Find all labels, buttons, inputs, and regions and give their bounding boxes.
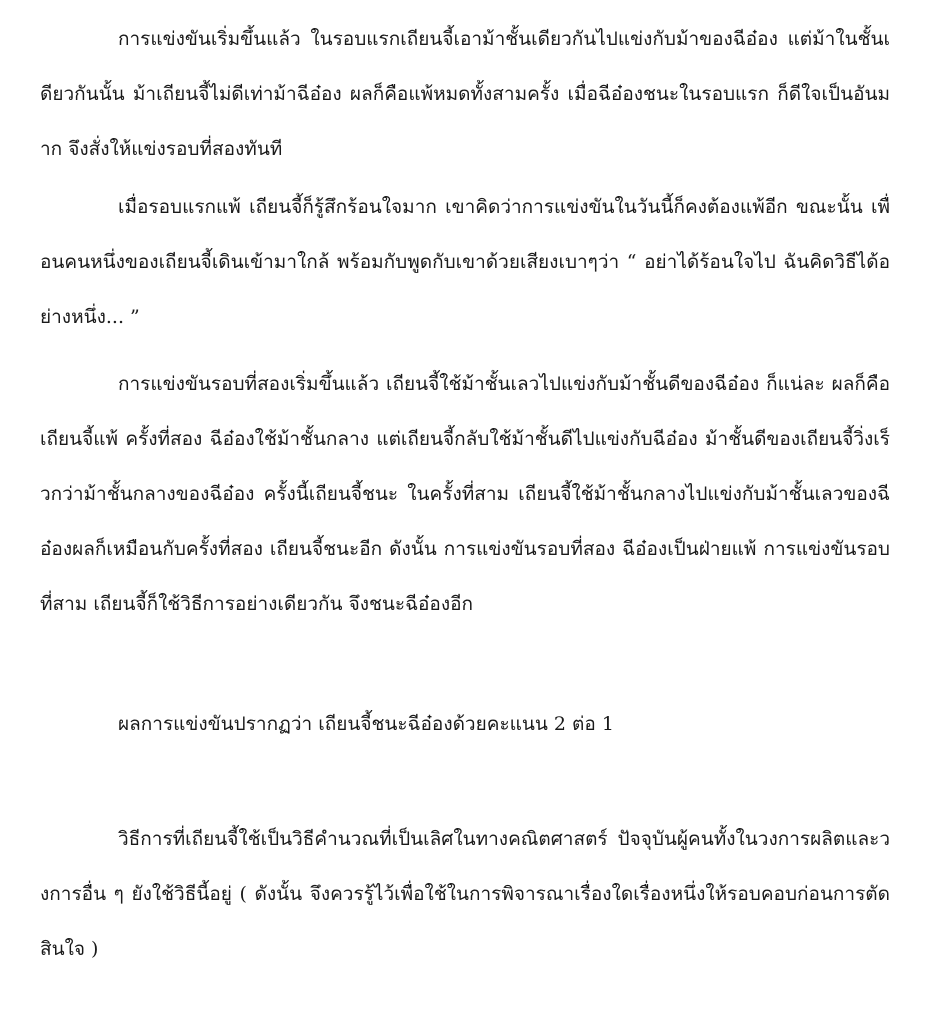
- paragraph-second-round: การแข่งขันรอบที่สองเริ่มขึ้นแล้ว เถียนจี้ใช้ม้าชั้นเลวไปแข่งกับม้าชั้นดีของฉีอ๋อง ก็แน่ละ ผลก็คือเถียนจี้แพ้ ครั้งที่สอง ฉีอ๋องใช้ม้าชั้นกลาง แต่เถียนจี้กลับใช้ม้าชั้นดีไปแข่งกับฉีอ๋อง ม้าชั้นดีของเถียนจี้วิ่งเร็วกว่าม้าชั้นกลางของฉีอ๋อง ครั้งนี้เถียนจี้ชนะ ในครั้งที่สาม เถียนจี้ใช้ม้าชั้นกลางไปแข่งกับม้าชั้นเลวของฉีอ๋องผลก็เหมือนกับครั้งที่สอง เถียนจี้ชนะอีก ดังนั้น การแข่งขันรอบที่สอง ฉีอ๋องเป็นฝ่ายแพ้ การแข่งขันรอบที่สาม เถียนจี้ก็ใช้วิธีการอย่างเดียวกัน จึงชนะฉีอ๋องอีก: [40, 373, 890, 615]
- paragraph-conclusion: วิธีการที่เถียนจี้ใช้เป็นวิธีคำนวณที่เป็นเลิศในทางคณิตศาสตร์ ปัจจุบันผู้คนทั้งในวงการผลิตและวงการอื่น ๆ ยังใช้วิธีนี้อยู่ ( ดังนั้น จึงควรรู้ไว้เพื่อใช้ในการพิจารณาเรื่องใดเรื่องหนึ่งให้รอบคอบก่อนการตัดสินใจ ): [40, 828, 890, 960]
- paragraph-result: ผลการแข่งขันปรากฏว่า เถียนจี้ชนะฉีอ๋องด้วยคะแนน 2 ต่อ 1: [118, 713, 614, 735]
- paragraph-friend-advice: เมื่อรอบแรกแพ้ เถียนจี้ก็รู้สึกร้อนใจมาก เขาคิดว่าการแข่งขันในวันนี้ก็คงต้องแพ้อีก ขณะนั้น เพื่อนคนหนึ่งของเถียนจี้เดินเข้ามาใกล้ พร้อมกับพูดกับเขาด้วยเสียงเบาๆว่า “ อย่าได้ร้อนใจไป ฉันคิดวิธีได้อย่างหนึ่ง... ”: [40, 196, 890, 328]
- paragraph-first-round: การแข่งขันเริ่มขึ้นแล้ว ในรอบแรกเถียนจี้เอาม้าชั้นเดียวกันไปแข่งกับม้าของฉีอ๋อง แต่ม้าในชั้นเดียวกันนั้น ม้าเถียนจี้ไม่ดีเท่าม้าฉีอ๋อง ผลก็คือแพ้หมดทั้งสามครั้ง เมื่อฉีอ๋องชนะในรอบแรก ก็ดีใจเป็นอันมาก จึงสั่งให้แข่งรอบที่สองทันที: [40, 28, 890, 160]
